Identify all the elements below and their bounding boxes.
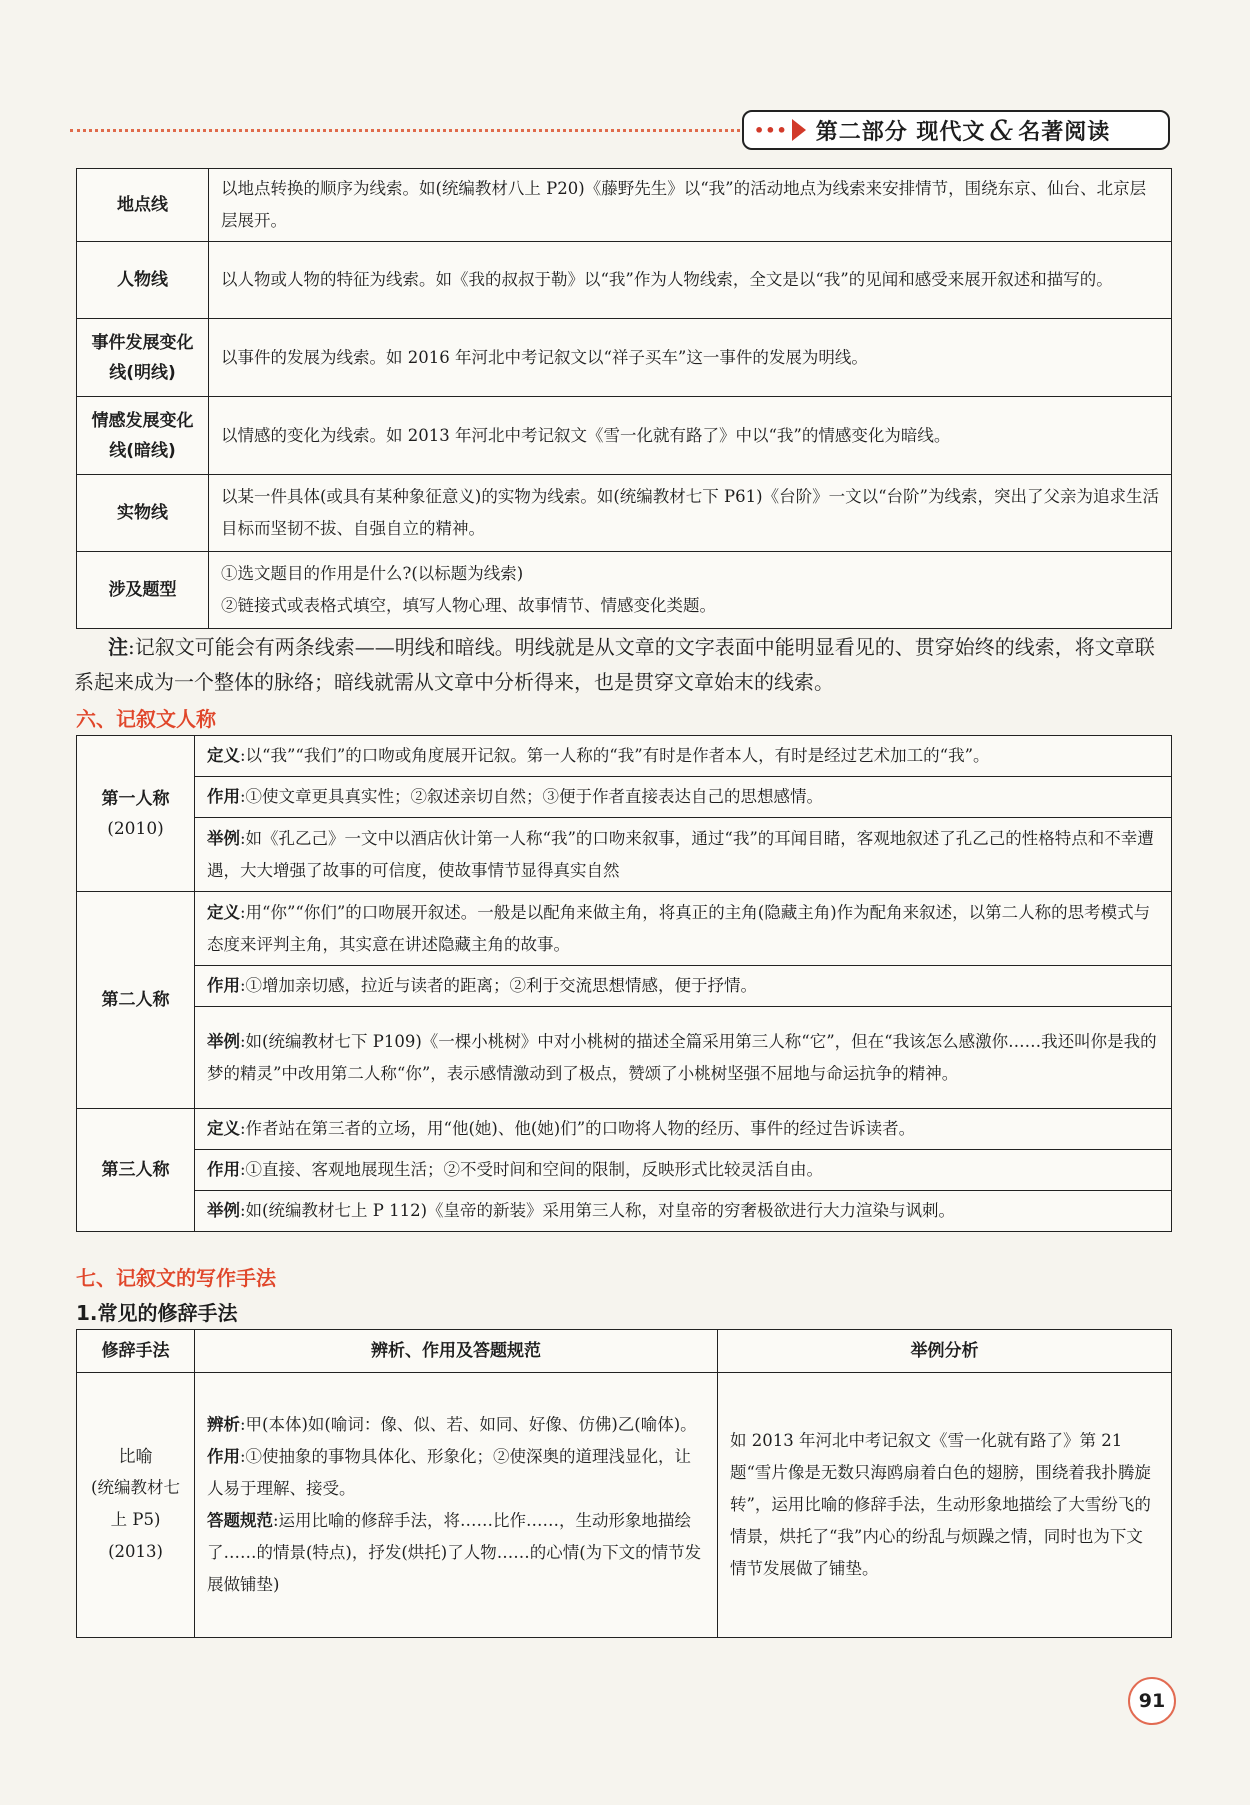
table-row — [77, 736, 1172, 777]
person-label — [77, 1109, 195, 1232]
definition-key: 定义 — [207, 746, 240, 765]
note-label: 注 — [108, 635, 128, 659]
effect-cell — [195, 1150, 1172, 1191]
person-label — [77, 736, 195, 892]
row-content: 以人物或人物的特征为线索。如《我的叔叔于勒》以“我”作为人物线索，全文是以“我”的见闻和感受来展开叙述和描写的。 — [209, 242, 1172, 319]
analysis-text: :甲(本体)如(喻词：像、似、若、如同、好像、仿佛)乙(喻体)。 — [240, 1415, 697, 1434]
table-row — [77, 892, 1172, 966]
table-row — [77, 169, 1172, 242]
effect-cell — [195, 966, 1172, 1007]
example-key: 举例 — [207, 1201, 240, 1220]
effect-cell — [195, 777, 1172, 818]
device-year: (2013) — [108, 1542, 163, 1561]
analysis-key: 辨析 — [207, 1415, 240, 1434]
answer-line — [207, 1505, 705, 1601]
person-table — [76, 735, 1172, 1232]
row-label: 情感发展变化线(暗线) — [77, 397, 209, 475]
example-text: :如(统编教材七上 P 112)《皇帝的新装》采用第三人称，对皇帝的穷奢极欲进行大力渲染与讽刺。 — [240, 1201, 956, 1220]
person-name: 第三人称 — [101, 1160, 170, 1180]
example-key: 举例 — [207, 828, 240, 848]
table-row — [77, 1150, 1172, 1191]
row-content: 以情感的变化为线索。如 2013 年河北中考记叙文《雪一化就有路了》中以“我”的情感变化为暗线。 — [209, 397, 1172, 475]
row-label: 地点线 — [77, 169, 209, 242]
effect-key: 作用 — [207, 976, 240, 995]
note-paragraph — [74, 630, 1174, 700]
page-number: 91 — [1128, 1677, 1176, 1725]
definition-text: :以“我”“我们”的口吻或角度展开记叙。第一人称的“我”有时是作者本人，有时是经过艺术加工的“我”。 — [240, 746, 990, 765]
analysis-line — [207, 1409, 705, 1441]
table-row — [77, 818, 1172, 892]
definition-text: :作者站在第三者的立场，用“他(她)、他(她)们”的口吻将人物的经历、事件的经过告诉读者。 — [240, 1119, 916, 1138]
table-row — [77, 777, 1172, 818]
definition-cell — [195, 892, 1172, 966]
section-7-title: 七、记叙文的写作手法 — [76, 1266, 276, 1290]
example-cell — [195, 818, 1172, 892]
table-row — [77, 966, 1172, 1007]
table-row — [77, 397, 1172, 475]
note-text: :记叙文可能会有两条线索——明线和暗线。明线就是从文章的文字表面中能明显看见的、贯穿始终的线索，将文章联系起来成为一个整体的脉络；暗线就需从文章中分析得来，也是贯穿文章始末的线索。 — [74, 635, 1155, 694]
section-7-subtitle: 1.常见的修辞手法 — [76, 1301, 238, 1325]
example-text: :如《孔乙己》一文中以酒店伙计第一人称“我”的口吻来叙事，通过“我”的耳闻目睹，客观地叙述了孔乙己的性格特点和不幸遭遇，大大增强了故事的可信度，使故事情节显得真实自然 — [207, 828, 1154, 880]
answer-key: 答题规范 — [207, 1511, 273, 1530]
effect-line — [207, 1441, 705, 1505]
example-text: :如(统编教材七下 P109)《一棵小桃树》中对小桃树的描述全篇采用第三人称“它”，但在“我该怎么感激你……我还叫你是我的梦的精灵”中改用第二人称“你”，表示感情激动到了极点，赞颂了小桃树坚强不屈地与命运抗争的精神。 — [207, 1031, 1157, 1083]
section-6-title: 六、记叙文人称 — [76, 707, 216, 731]
table-row — [77, 1373, 1172, 1638]
effect-key: 作用 — [207, 1447, 240, 1466]
rhetoric-table — [76, 1329, 1172, 1638]
effect-text: :①使文章更具真实性；②叙述亲切自然；③便于作者直接表达自己的思想感情。 — [240, 787, 824, 806]
header-dotted-rule — [70, 129, 740, 132]
effect-text: :①增加亲切感，拉近与读者的距离；②利于交流思想情感，便于抒情。 — [240, 976, 758, 995]
example-cell: 如 2013 年河北中考记叙文《雪一化就有路了》第 21 题“雪片像是无数只海鸥扇着白色的翅膀，围绕着我扑腾旋转”，运用比喻的修辞手法，生动形象地描绘了大雪纷飞的情景，烘托了“我”内心的纷乱与烦躁之情，同时也为下文情节发展做了铺垫。 — [718, 1373, 1172, 1638]
row-content: 以某一件具体(或具有某种象征意义)的实物为线索。如(统编教材七下 P61)《台阶》一文以“台阶”为线索，突出了父亲为追求生活目标而坚韧不拔、自强自立的精神。 — [209, 475, 1172, 552]
table-row — [77, 1191, 1172, 1232]
column-header: 举例分析 — [718, 1330, 1172, 1373]
arrow-right-icon — [792, 119, 806, 141]
effect-key: 作用 — [207, 1160, 240, 1179]
header-lead-dots: ••• — [754, 120, 788, 140]
question-type-line: ②链接式或表格式填空，填写人物心理、故事情节、情感变化类题。 — [221, 596, 716, 615]
definition-cell — [195, 1109, 1172, 1150]
example-key: 举例 — [207, 1031, 240, 1051]
device-name: 比喻 — [118, 1447, 153, 1467]
effect-key: 作用 — [207, 787, 240, 806]
column-header: 辨析、作用及答题规范 — [195, 1330, 718, 1373]
table-header-row — [77, 1330, 1172, 1373]
header-ampersand: & — [989, 113, 1015, 147]
row-label: 人物线 — [77, 242, 209, 319]
row-label: 涉及题型 — [77, 552, 209, 629]
example-cell — [195, 1007, 1172, 1109]
table-row — [77, 1007, 1172, 1109]
device-cell — [77, 1373, 195, 1638]
table-row — [77, 475, 1172, 552]
row-content: 以地点转换的顺序为线索。如(统编教材八上 P20)《藤野先生》以“我”的活动地点为线索来安排情节，围绕东京、仙台、北京层层展开。 — [209, 169, 1172, 242]
clue-table — [76, 168, 1172, 629]
row-label: 实物线 — [77, 475, 209, 552]
section-header — [742, 110, 1170, 150]
header-title-part1: 第二部分 现代文 — [815, 119, 986, 145]
table-row — [77, 552, 1172, 629]
row-content: 以事件的发展为线索。如 2016 年河北中考记叙文以“祥子买车”这一事件的发展为明线。 — [209, 319, 1172, 397]
person-name: 第一人称 — [101, 788, 170, 809]
definition-text: :用“你”“你们”的口吻展开叙述。一般是以配角来做主角，将真正的主角(隐藏主角)作为配角来叙述，以第二人称的思考模式与态度来评判主角，其实意在讲述隐藏主角的故事。 — [207, 902, 1151, 954]
effect-text: :①直接、客观地展现生活；②不受时间和空间的限制，反映形式比较灵活自由。 — [240, 1160, 824, 1179]
example-cell — [195, 1191, 1172, 1232]
effect-text: :①使抽象的事物具体化、形象化；②使深奥的道理浅显化，让人易于理解、接受。 — [207, 1447, 692, 1498]
column-header: 修辞手法 — [77, 1330, 195, 1373]
person-label — [77, 892, 195, 1109]
device-source: (统编教材七上 P5) — [91, 1478, 180, 1529]
table-row — [77, 319, 1172, 397]
header-title-part2: 名著阅读 — [1018, 119, 1111, 145]
definition-key: 定义 — [207, 902, 240, 922]
row-label: 事件发展变化线(明线) — [77, 319, 209, 397]
definition-key: 定义 — [207, 1119, 240, 1138]
answer-text: :运用比喻的修辞手法，将……比作……，生动形象地描绘了……的情景(特点)，抒发(烘托)了人物……的心情(为下文的情节发展做铺垫) — [207, 1511, 702, 1594]
analysis-cell — [195, 1373, 718, 1638]
person-name: 第二人称 — [101, 990, 170, 1010]
question-type-line: ①选文题目的作用是什么?(以标题为线索) — [221, 564, 524, 583]
row-content — [209, 552, 1172, 629]
table-row — [77, 1109, 1172, 1150]
definition-cell — [195, 736, 1172, 777]
table-row — [77, 242, 1172, 319]
person-year: (2010) — [107, 818, 164, 839]
